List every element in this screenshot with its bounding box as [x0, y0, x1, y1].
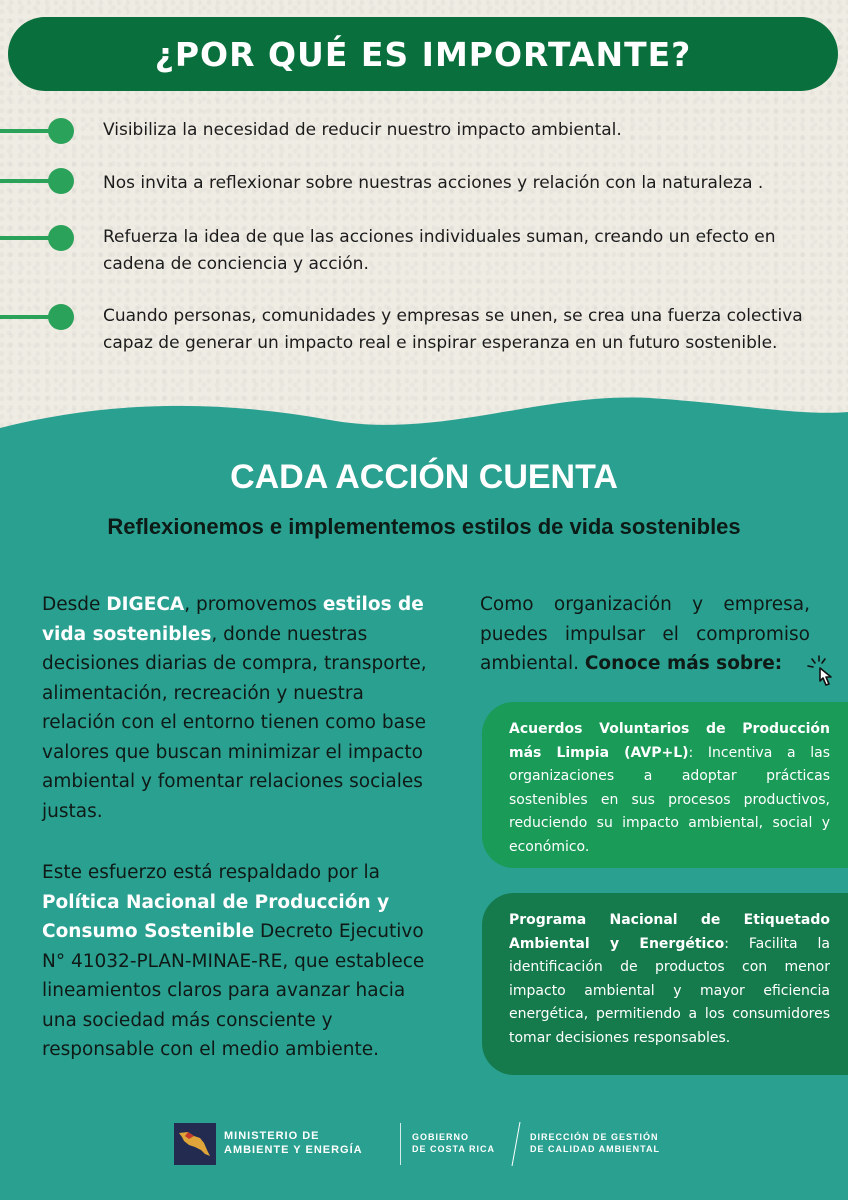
- minae-logo: [174, 1123, 216, 1165]
- avpl-card[interactable]: [482, 702, 848, 868]
- costa-rica-map-icon: [174, 1123, 216, 1165]
- bullet-dot: [48, 118, 74, 144]
- bullet-text: Visibiliza la necesidad de reducir nuestro impacto ambiental.: [103, 120, 622, 140]
- click-pointer-icon: [806, 655, 840, 689]
- labeling-program-text: : Facilita la identificación de productos con menor impacto ambiental y mayor eficiencia energética, permitiendo a los consumidores tomar decisiones responsables.: [509, 935, 830, 1046]
- direction-line-2: DE CALIDAD AMBIENTAL: [530, 1144, 660, 1154]
- bullet-line: [0, 315, 52, 319]
- government-line-1: GOBIERNO: [412, 1132, 470, 1142]
- bullet-text: Nos invita a reflexionar sobre nuestras acciones y relación con la naturaleza .: [103, 173, 764, 193]
- government-line-2: DE COSTA RICA: [412, 1144, 496, 1154]
- bullet-dot: [48, 168, 74, 194]
- ministry-line-2: AMBIENTE Y ENERGÍA: [224, 1144, 363, 1156]
- bullet-dot: [48, 304, 74, 330]
- bullet-text: Refuerza la idea de que las acciones individuales suman, creando un efecto en cadena de conciencia y acción.: [103, 227, 776, 274]
- importance-header: [8, 17, 838, 91]
- labeling-program-card[interactable]: [482, 893, 848, 1075]
- right-intro: Como organización y empresa, puedes impulsar el compromiso ambiental. Conoce más sobre:: [480, 594, 810, 674]
- bullet-line: [0, 236, 52, 240]
- bullet-dot: [48, 225, 74, 251]
- policy-highlight: Política Nacional de Producción y Consumo Sostenible: [42, 891, 390, 942]
- digeca-highlight: DIGECA: [106, 594, 185, 615]
- bullet-line: [0, 179, 52, 183]
- direction-line-1: DIRECCIÓN DE GESTIÓN: [530, 1132, 659, 1142]
- labeling-program-title: Programa Nacional de Etiquetado Ambiental y Energético: [509, 912, 830, 952]
- bullet-text: Cuando personas, comunidades y empresas se unen, se crea una fuerza colectiva capaz de generar un impacto real e inspirar esperanza en un futuro sostenible.: [103, 306, 803, 353]
- avpl-text: : Incentiva a las organizaciones a adoptar prácticas sostenibles en sus procesos productivos, reduciendo su impacto ambiental, social y económico.: [509, 744, 831, 855]
- importance-title: ¿POR QUÉ ES IMPORTANTE?: [154, 34, 692, 74]
- avpl-title: Acuerdos Voluntarios de Producción más Limpia (AVP+L): [509, 721, 830, 761]
- left-paragraph-1: Desde DIGECA, promovemos estilos de vida sostenibles, donde nuestras decisiones diarias de compra, transporte, alimentación, recreación y nuestra relación con el entorno tienen como base valores que buscan minimizar el impacto ambiental y fomentar relaciones sociales justas.: [42, 594, 427, 822]
- sustainable-lifestyles-highlight: estilos de vida sostenibles: [42, 594, 424, 645]
- ministry-line-1: MINISTERIO DE: [224, 1130, 320, 1142]
- left-paragraph-2: Este esfuerzo está respaldado por la Política Nacional de Producción y Consumo Sostenible Decreto Ejecutivo N° 41032-PLAN-MINAE-RE, que establece lineamientos claros para avanzar hacia una sociedad más consciente y responsable con el medio ambiente.: [42, 862, 425, 1060]
- bullet-line: [0, 129, 52, 133]
- footer-divider: [400, 1123, 401, 1165]
- footer-slash-divider: [510, 1121, 522, 1167]
- section-subtitle: Reflexionemos e implementemos estilos de vida sostenibles: [107, 514, 741, 539]
- section-title: CADA ACCIÓN CUENTA: [230, 458, 618, 496]
- learn-more-label: Conoce más sobre:: [584, 653, 783, 674]
